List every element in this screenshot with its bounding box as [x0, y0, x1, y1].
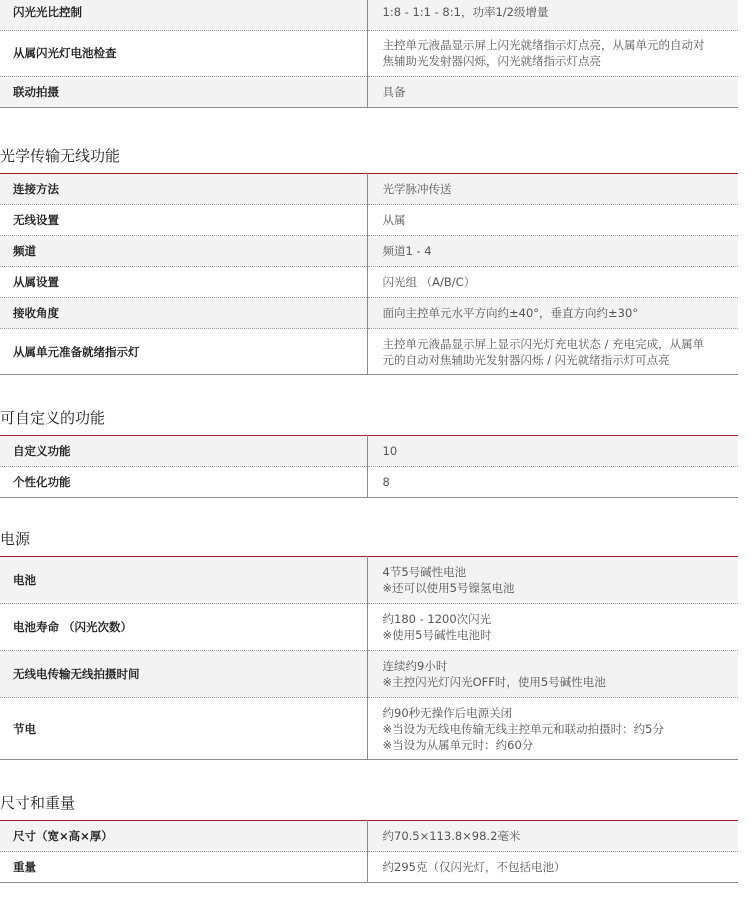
section-title: 电源 [0, 530, 31, 548]
spec-label: 尺寸（宽×高×厚） [0, 821, 367, 852]
spec-row [0, 651, 738, 698]
spec-label: 电池寿命 （闪光次数） [0, 604, 367, 651]
spec-row [0, 852, 738, 883]
spec-label: 从属闪光灯电池检查 [0, 30, 367, 76]
spec-value [367, 329, 738, 375]
spec-row [0, 267, 738, 298]
spec-table [0, 0, 738, 108]
spec-value-line: 约180 - 1200次闪光 [382, 612, 492, 626]
spec-value-line: 主控单元液晶显示屏上显示闪光灯充电状态 / 充电完成，从属单 [382, 336, 705, 351]
spec-value [367, 298, 738, 329]
spec-value [367, 821, 738, 852]
spec-row [0, 436, 738, 467]
spec-value-line: 10 [382, 444, 398, 458]
spec-label: 接收角度 [0, 298, 367, 329]
spec-value-line: 频道1 - 4 [382, 244, 432, 258]
spec-value-line: 主控单元液晶显示屏上闪光就绪指示灯点亮，从属单元的自动对 [382, 38, 705, 52]
spec-row [0, 698, 738, 760]
section-title: 可自定义的功能 [0, 409, 106, 427]
spec-label: 联动拍摄 [0, 76, 367, 107]
spec-table [0, 556, 738, 760]
spec-value [367, 0, 738, 30]
spec-label: 无线设置 [0, 205, 367, 236]
spec-row [0, 0, 738, 30]
spec-value-line: 8 [382, 475, 390, 489]
spec-table [0, 435, 738, 498]
spec-table [0, 173, 738, 375]
spec-value-line: 从属 [382, 213, 406, 227]
spec-table [0, 820, 738, 883]
spec-value [367, 651, 738, 698]
spec-label: 自定义功能 [0, 436, 367, 467]
spec-value [367, 557, 738, 604]
spec-row [0, 604, 738, 651]
spec-row [0, 467, 738, 498]
spec-row [0, 298, 738, 329]
spec-value-line: ※当设为无线电传输无线主控单元和联动拍摄时：约5分 [382, 721, 664, 736]
spec-value-line: ※还可以使用5号镍氢电池 [382, 581, 515, 595]
spec-row [0, 329, 738, 375]
spec-label: 个性化功能 [0, 467, 367, 498]
spec-row [0, 174, 738, 205]
spec-value-line: ※当设为从属单元时：约60分 [382, 737, 534, 752]
spec-value-line: 约70.5×113.8×98.2毫米 [382, 829, 521, 843]
spec-value [367, 467, 738, 498]
spec-value [367, 76, 738, 107]
spec-label: 频道 [0, 236, 367, 267]
spec-value [367, 205, 738, 236]
section-title: 光学传输无线功能 [0, 147, 121, 165]
spec-value-line: 面向主控单元水平方向约±40°，垂直方向约±30° [382, 306, 639, 320]
spec-value-line: ※主控闪光灯闪光OFF时，使用5号碱性电池 [382, 675, 606, 689]
spec-value-line: ※使用5号碱性电池时 [382, 628, 492, 642]
spec-row [0, 821, 738, 852]
spec-value-line: 约295克（仅闪光灯，不包括电池） [382, 860, 566, 874]
spec-row [0, 30, 738, 76]
spec-value [367, 236, 738, 267]
spec-value-line: 元的自动对焦辅助光发射器闪烁 / 闪光就绪指示灯可点亮 [382, 352, 670, 367]
spec-value-line: 光学脉冲传送 [382, 182, 452, 196]
spec-label: 从属设置 [0, 267, 367, 298]
spec-value [367, 604, 738, 651]
spec-label: 无线电传输无线拍摄时间 [0, 651, 367, 698]
spec-row [0, 205, 738, 236]
spec-value-line: 约90秒无操作后电源关闭 [382, 705, 513, 720]
spec-value [367, 698, 738, 760]
spec-label: 节电 [0, 698, 367, 760]
spec-value-line: 闪光组 （A/B/C） [382, 275, 476, 289]
spec-value-line: 具备 [382, 84, 406, 99]
spec-label: 连接方法 [0, 174, 367, 205]
spec-label: 重量 [0, 852, 367, 883]
spec-value [367, 30, 738, 76]
spec-label: 闪光光比控制 [0, 0, 367, 30]
spec-value [367, 436, 738, 467]
spec-value [367, 852, 738, 883]
spec-row [0, 236, 738, 267]
section-title: 尺寸和重量 [0, 794, 76, 812]
spec-row [0, 76, 738, 107]
spec-label: 从属单元准备就绪指示灯 [0, 329, 367, 375]
spec-value-line: 4节5号碱性电池 [382, 565, 467, 579]
spec-label: 电池 [0, 557, 367, 604]
spec-value-line: 焦辅助光发射器闪烁，闪光就绪指示灯点亮 [382, 54, 601, 68]
spec-row [0, 557, 738, 604]
spec-value [367, 174, 738, 205]
spec-value-line: 1:8 - 1:1 - 8:1，功率1/2级增量 [382, 4, 549, 19]
spec-value [367, 267, 738, 298]
spec-value-line: 连续约9小时 [382, 659, 448, 673]
